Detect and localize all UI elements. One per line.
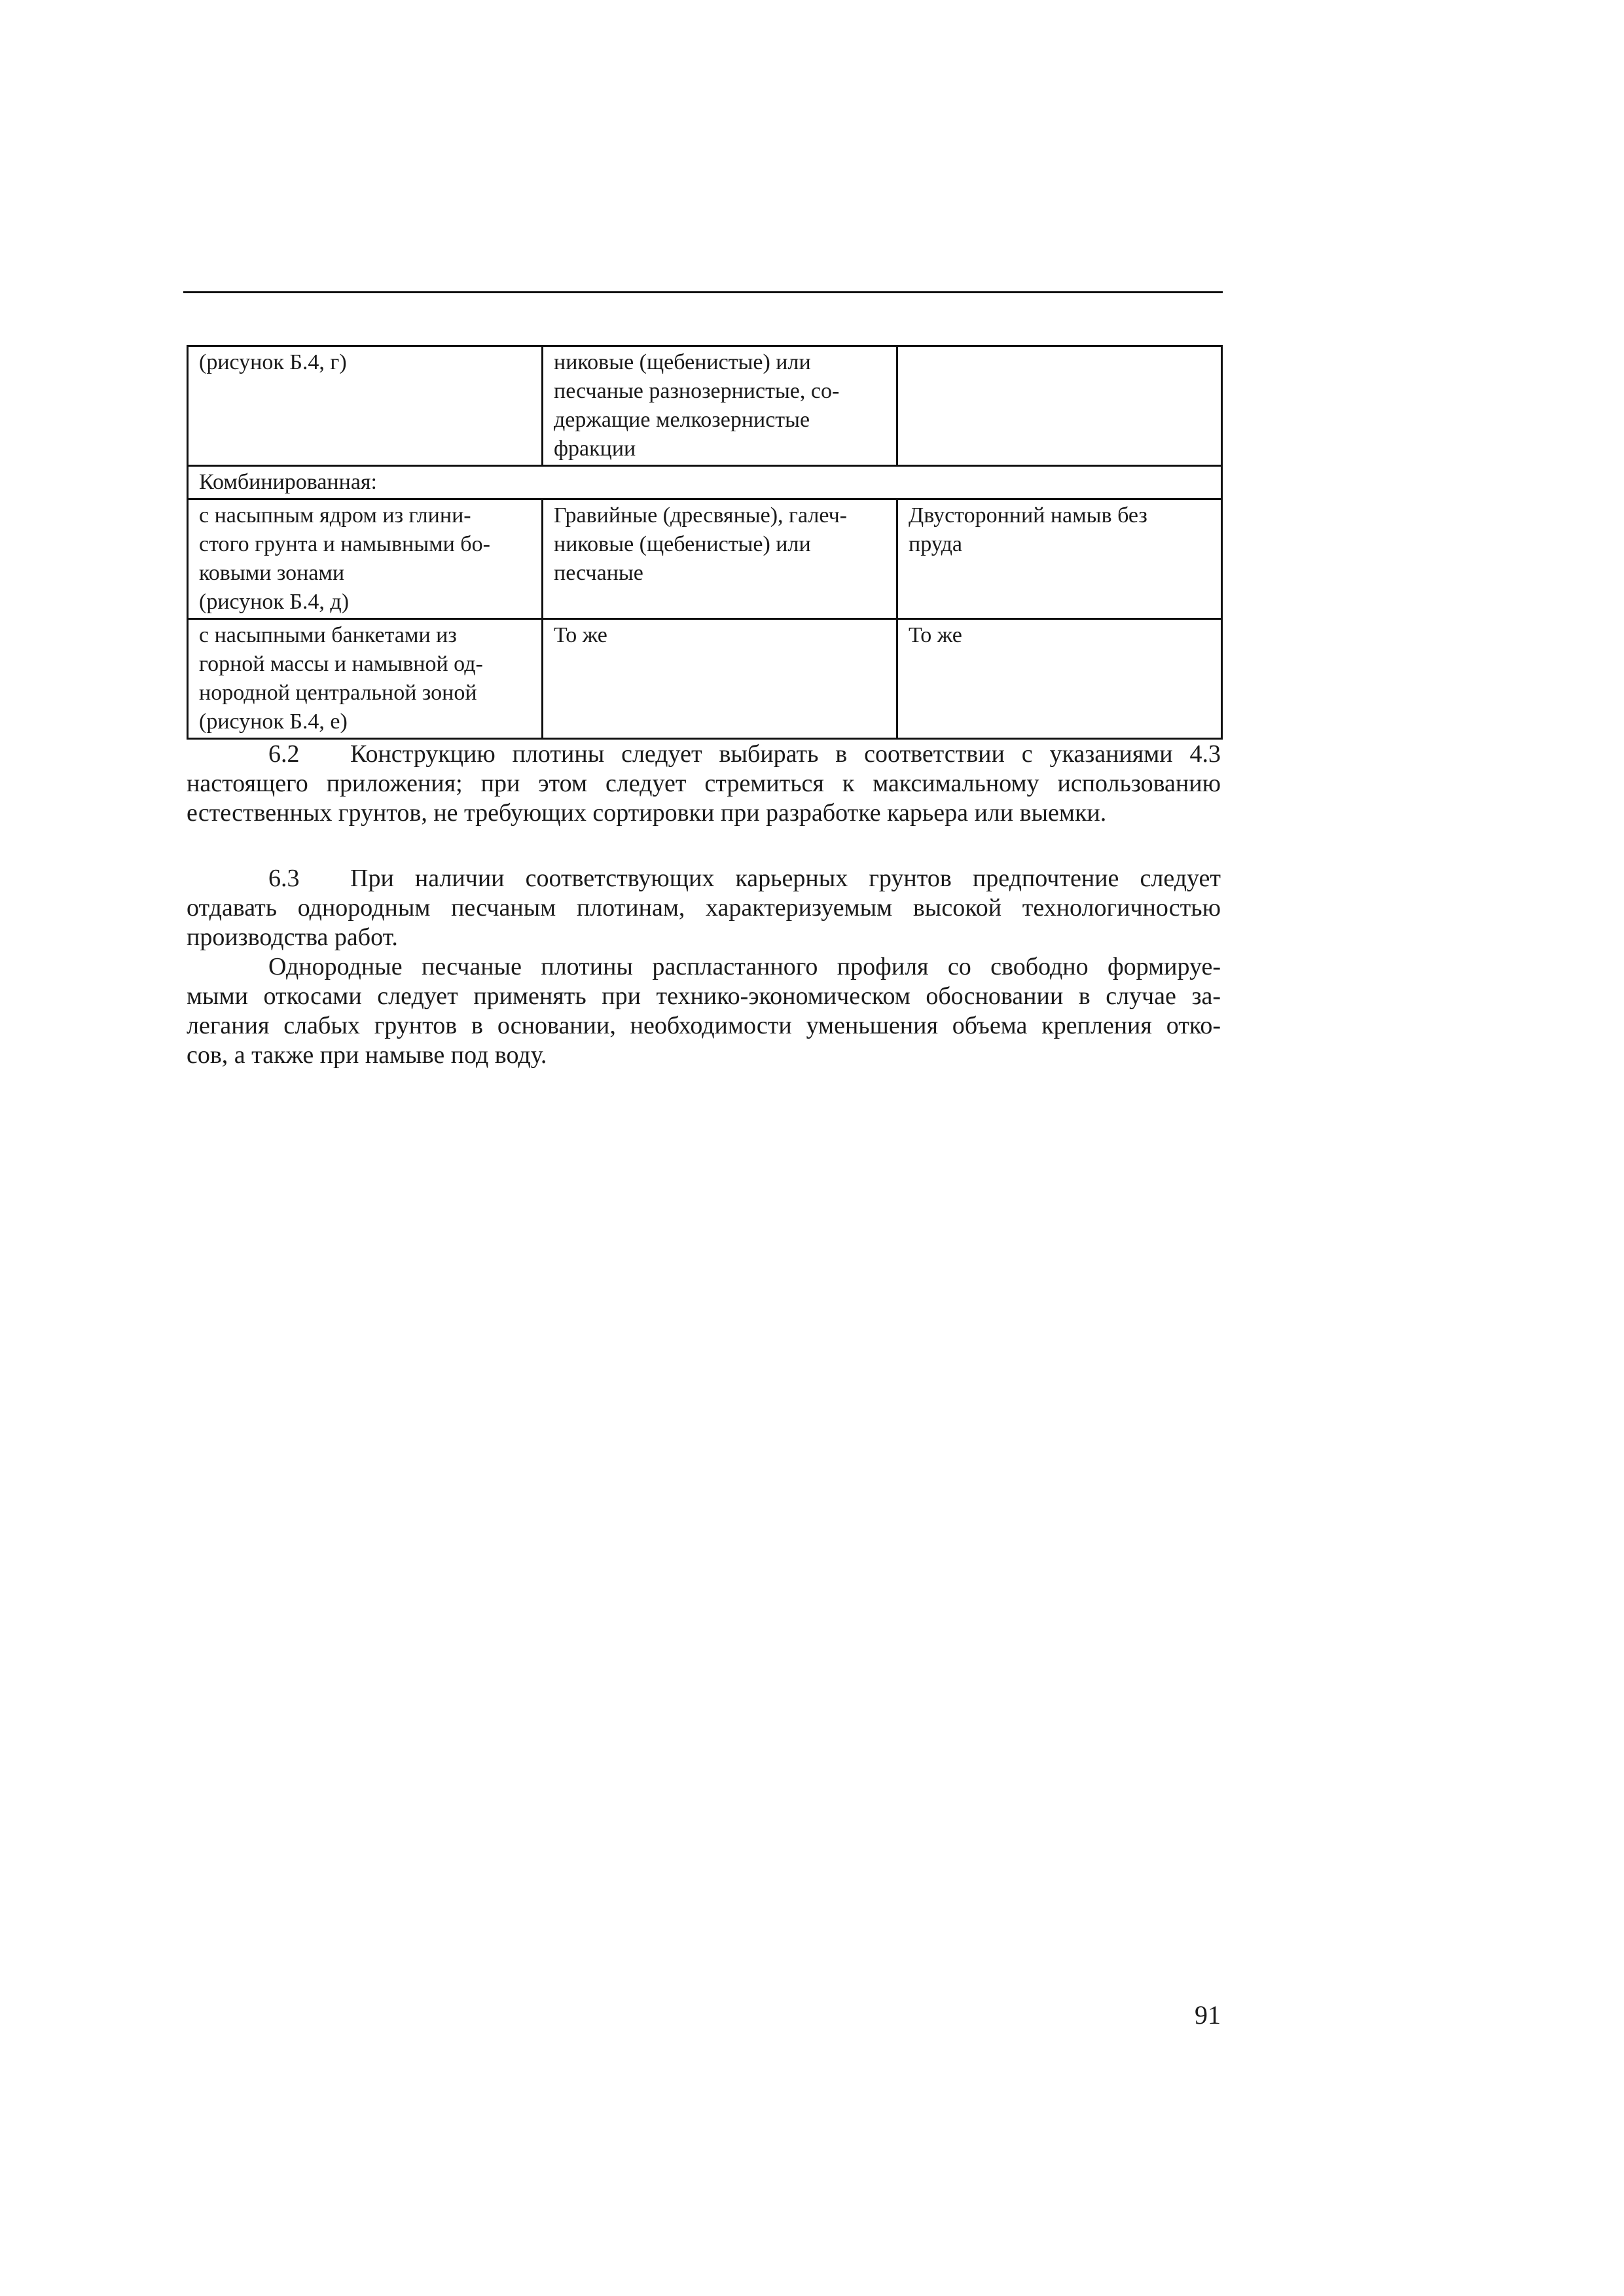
cell-text: Двусторонний намыв без: [909, 503, 1147, 528]
table-cell: [897, 619, 1222, 739]
table-row: [188, 346, 1222, 466]
page-number: 91: [1195, 2000, 1221, 2030]
paragraph-line: естественных грунтов, не требующих сортировки при разработке карьера или выемки.: [187, 799, 1107, 827]
cell-text: никовые (щебенистые) или: [554, 350, 811, 374]
paragraph-line: легания слабых грунтов в основании, необходимости уменьшения объема крепления отко-: [187, 1012, 1221, 1039]
cell-text: ковыми зонами: [199, 561, 345, 585]
paragraph-6-3: [187, 864, 1221, 952]
cell-text: То же: [909, 623, 962, 647]
table-cell: [188, 346, 543, 466]
cell-text: стого грунта и намывными бо-: [199, 532, 490, 556]
paragraph-line: [187, 864, 1221, 893]
table-row: [188, 619, 1222, 739]
paragraph-number: 6.2: [268, 740, 300, 768]
cell-text: никовые (щебенистые) или: [554, 532, 811, 556]
cell-text: с насыпным ядром из глини-: [199, 503, 471, 528]
cell-text: держащие мелкозернистые: [554, 408, 810, 432]
table-cell: [897, 346, 1222, 466]
cell-text: песчаные разнозернистые, со-: [554, 379, 840, 403]
header-rule: [183, 291, 1223, 293]
cell-text: То же: [554, 623, 607, 647]
cell-text: нородной центральной зоной: [199, 681, 477, 705]
table-row: [188, 466, 1222, 499]
table-cell: [543, 619, 897, 739]
cell-text: пруда: [909, 532, 962, 556]
paragraph-line: мыми откосами следует применять при технико-экономическом обосновании в случае за-: [187, 982, 1221, 1010]
paragraph-line: настоящего приложения; при этом следует стремиться к максимальному использованию: [187, 770, 1221, 797]
cell-text: (рисунок Б.4, д): [199, 590, 350, 614]
paragraph-line: производства работ.: [187, 924, 398, 951]
paragraph-6-2: [187, 740, 1221, 828]
table-cell: [188, 619, 543, 739]
table-cell: [543, 346, 897, 466]
cell-text: фракции: [554, 437, 636, 461]
table-cell: [188, 499, 543, 619]
cell-text: с насыпными банкетами из: [199, 623, 457, 647]
cell-text: горной массы и намывной од-: [199, 652, 483, 676]
table-cell: [543, 499, 897, 619]
table-row: [188, 499, 1222, 619]
paragraph-6-3-continued: [187, 952, 1221, 1070]
table-cell: [897, 499, 1222, 619]
paragraph-text: Конструкцию плотины следует выбирать в соответствии с указаниями 4.3: [350, 740, 1221, 768]
cell-text: Комбинированная:: [199, 470, 377, 494]
paragraph-number: 6.3: [268, 865, 300, 892]
paragraph-text: При наличии соответствующих карьерных грунтов предпочтение следует: [350, 865, 1221, 892]
paragraph-line: [187, 952, 1221, 982]
table-cell-span: [188, 466, 1222, 499]
cell-text: песчаные: [554, 561, 643, 585]
dam-types-table: [187, 345, 1223, 740]
paragraph-line: сов, а также при намыве под воду.: [187, 1041, 547, 1069]
cell-text: Гравийные (дресвяные), галеч-: [554, 503, 847, 528]
cell-text: (рисунок Б.4, е): [199, 709, 348, 734]
paragraph-line: [187, 740, 1221, 769]
paragraph-line: отдавать однородным песчаным плотинам, характеризуемым высокой технологичностью: [187, 894, 1221, 922]
cell-text: (рисунок Б.4, г): [199, 350, 347, 374]
paragraph-text: Однородные песчаные плотины распластанного профиля со свободно формируе-: [268, 953, 1221, 980]
